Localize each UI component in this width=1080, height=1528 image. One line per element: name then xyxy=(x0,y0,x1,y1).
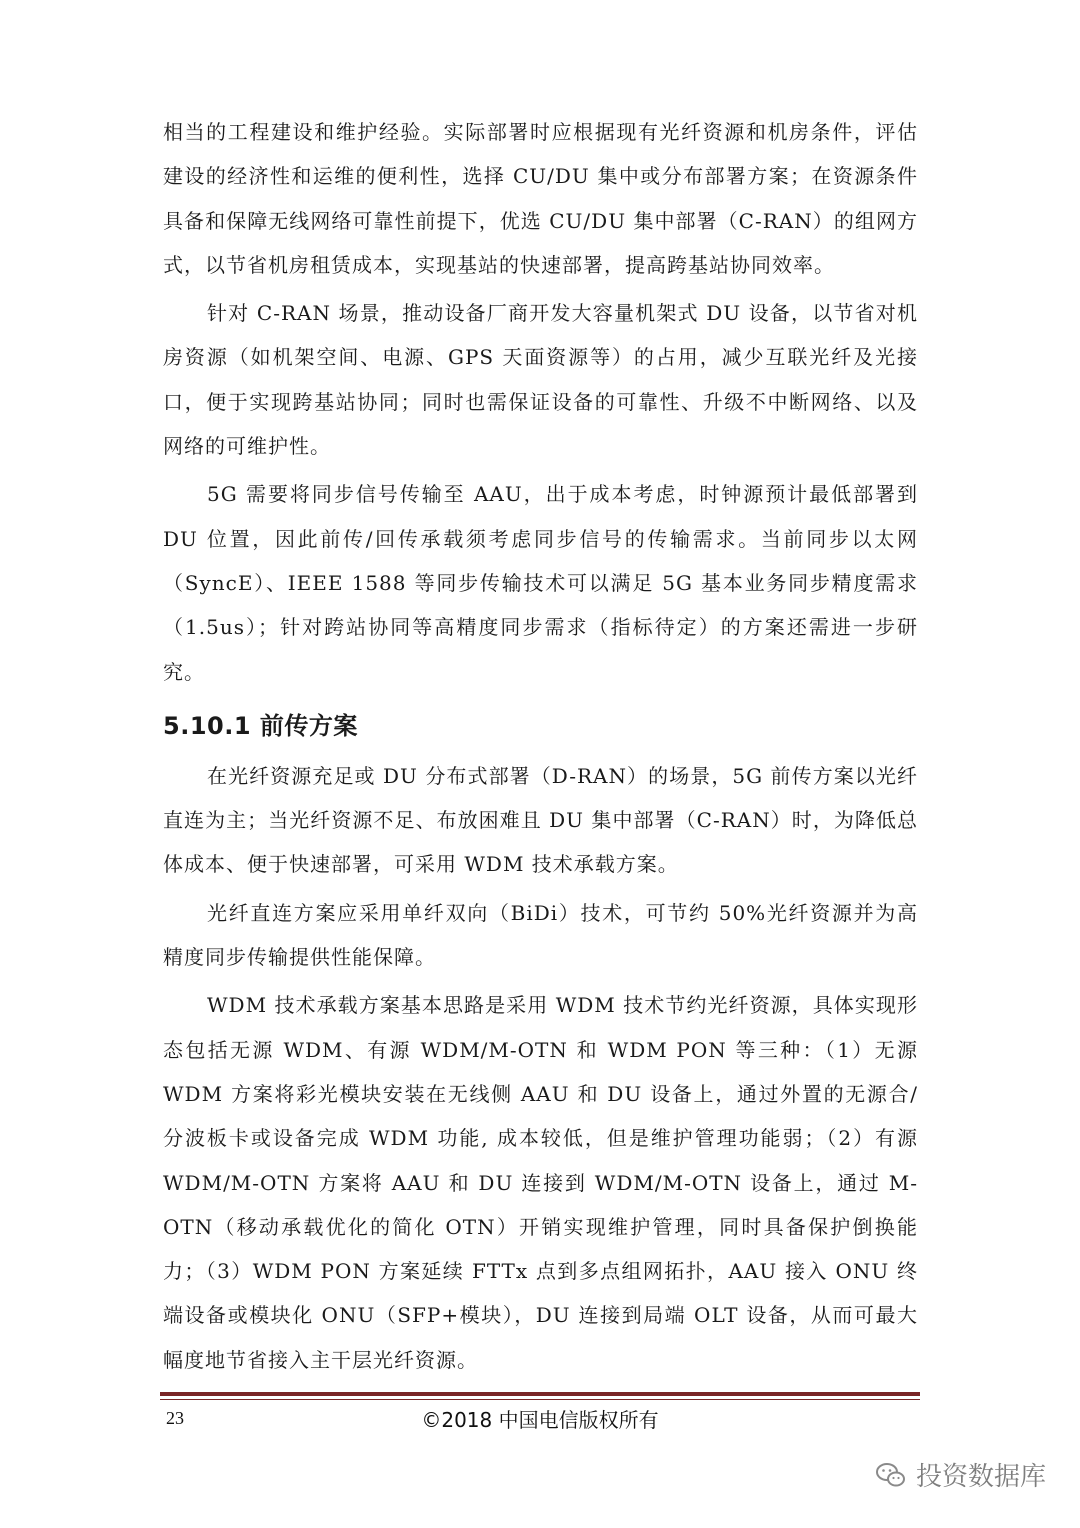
watermark-text: 投资数据库 xyxy=(915,1462,1046,1492)
page-number: 23 xyxy=(166,1408,184,1428)
section-paragraph-2: 光纤直连方案应采用单纤双向（BiDi）技术，可节约 50%光纤资源并为高精度同步传输提供性能保障。 xyxy=(163,900,918,970)
wechat-icon xyxy=(876,1462,906,1488)
copyright-notice: ©2018 中国电信版权所有 xyxy=(421,1408,659,1432)
paragraph-1: 相当的工程建设和维护经验。实际部署时应根据现有光纤资源和机房条件，评估建设的经济性和运维的便利性，选择 CU/DU 集中或分布部署方案；在资源条件具备和保障无线网络可靠性前提下，优选 CU/DU 集中部署（C-RAN）的组网方式，以节省机房租赁成本，实现基站的快速部署，提高跨基站协同效率。 xyxy=(163,120,918,277)
page-body xyxy=(163,110,918,1386)
section-paragraph-1: 在光纤资源充足或 DU 分布式部署（D-RAN）的场景，5G 前传方案以光纤直连为主；当光纤资源不足、布放困难且 DU 集中部署（C-RAN）时，为降低总体成本、便于快速部署，可采用 WDM 技术承载方案。 xyxy=(163,763,918,877)
watermark xyxy=(876,1456,1046,1493)
paragraph-3: 5G 需要将同步信号传输至 AAU，出于成本考虑，时钟源预计最低部署到 DU 位置，因此前传/回传承载须考虑同步信号的传输需求。当前同步以太网（SyncE）、IEEE 1588 等同步传输技术可以满足 5G 基本业务同步精度需求（1.5us）；针对跨站协同等高精度同步需求（指标待定）的方案还需进一步研究。 xyxy=(163,482,918,684)
section-heading: 5.10.1 前传方案 xyxy=(163,711,358,740)
paragraph-2: 针对 C-RAN 场景，推动设备厂商开发大容量机架式 DU 设备，以节省对机房资源（如机架空间、电源、GPS 天面资源等）的占用，减少互联光纤及光接口，便于实现跨基站协同；同时也需保证设备的可靠性、升级不中断网络、以及网络的可维护性。 xyxy=(163,301,918,459)
section-paragraph-3: WDM 技术承载方案基本思路是采用 WDM 技术节约光纤资源，具体实现形态包括无源 WDM、有源 WDM/M-OTN 和 WDM PON 等三种：（1）无源 WDM 方案将彩光模块安装在无线侧 AAU 和 DU 设备上，通过外置的无源合/分波板卡或设备完成 WDM 功能, 成本较低，但是维护管理功能弱；（2）有源 WDM/M-OTN 方案将 AAU 和 DU 连接到 WDM/M-OTN 设备上，通过 M-OTN（移动承载优化的简化 OTN）开销实现维护管理，同时具备保护倒换能力；（3）WDM PON 方案延续 FTTx 点到多点组网拓扑，AAU 接入 ONU 终端设备或模块化 ONU（SFP+模块），DU 连接到局端 OLT 设备，从而可最大幅度地节省接入主干层光纤资源。 xyxy=(163,993,918,1372)
footer-rule xyxy=(160,1392,920,1400)
